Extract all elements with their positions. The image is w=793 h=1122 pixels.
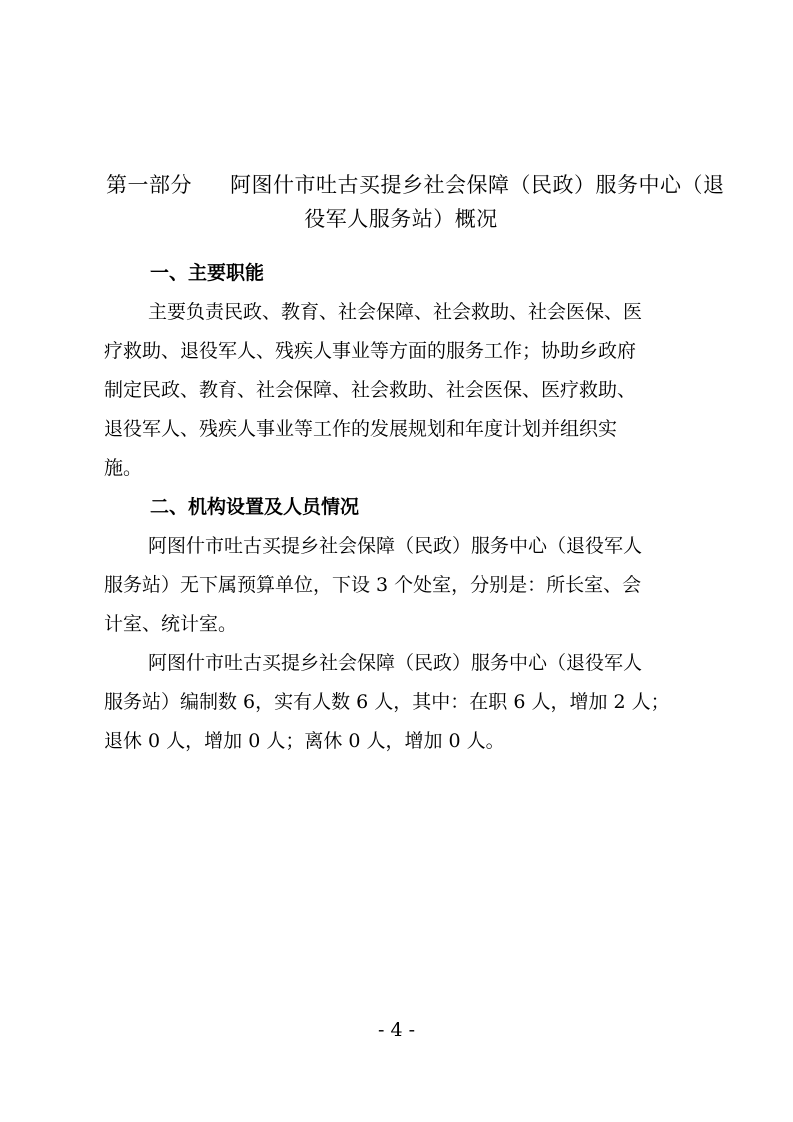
paragraph-line: 疗救助、退役军人、残疾人事业等方面的服务工作；协助乡政府 — [104, 340, 637, 362]
title-text: 阿图什市吐古买提乡社会保障（民政）服务中心（退 — [230, 173, 725, 197]
paragraph-line: 服务站）无下属预算单位，下设 3 个处室，分别是：所长室、会 — [104, 574, 642, 596]
paragraph-staffing — [104, 644, 704, 761]
paragraph-line: 服务站）编制数 6，实有人数 6 人，其中：在职 6 人，增加 2 人； — [104, 691, 670, 713]
paragraph-line: 阿图什市吐古买提乡社会保障（民政）服务中心（退役军人 — [148, 535, 643, 557]
title-part-label: 第一部分 — [106, 173, 192, 197]
paragraph-line: 退役军人、残疾人事业等工作的发展规划和年度计划并组织实 — [104, 418, 618, 440]
paragraph-line: 计室、统计室。 — [104, 613, 238, 635]
paragraph-line: 施。 — [104, 457, 143, 479]
document-title — [106, 168, 725, 236]
paragraph-line: 退休 0 人，增加 0 人；离休 0 人，增加 0 人。 — [104, 730, 505, 752]
paragraph-organization-structure — [104, 527, 704, 644]
page-number: - 4 - — [377, 1019, 415, 1041]
title-line-2: 役军人服务站）概况 — [304, 207, 498, 231]
paragraph-main-functions — [104, 293, 704, 488]
paragraph-line: 主要负责民政、教育、社会保障、社会救助、社会医保、医 — [148, 301, 643, 323]
title-line-1 — [106, 168, 725, 202]
paragraph-line: 制定民政、教育、社会保障、社会救助、社会医保、医疗救助、 — [104, 379, 637, 401]
section-heading-organization: 二、机构设置及人员情况 — [150, 496, 360, 518]
paragraph-line: 阿图什市吐古买提乡社会保障（民政）服务中心（退役军人 — [148, 652, 643, 674]
section-heading-main-functions: 一、主要职能 — [150, 262, 265, 284]
